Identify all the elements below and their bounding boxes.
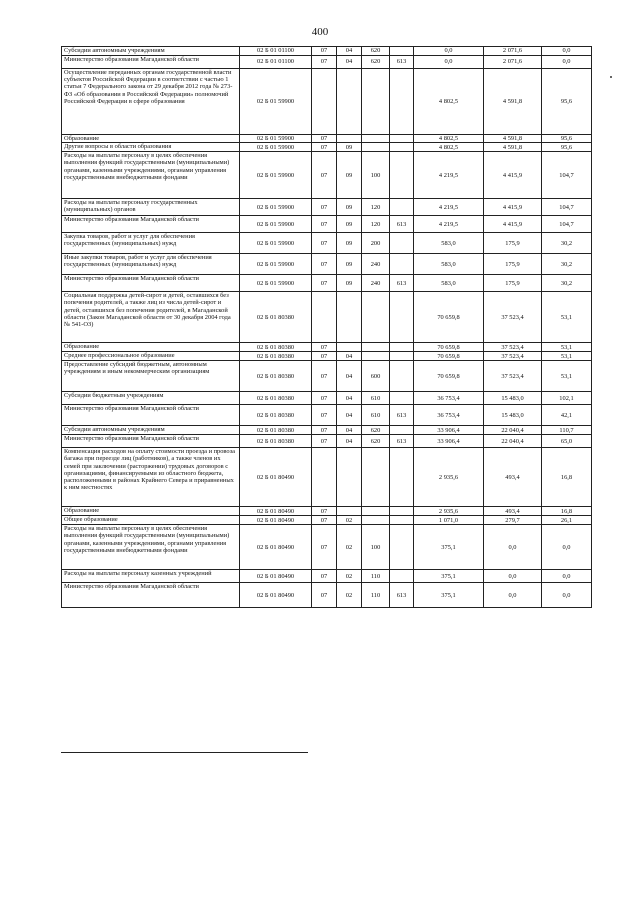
cell-target-code: 02 Б 01 59900	[240, 216, 312, 233]
cell-subsection	[337, 135, 362, 143]
table-row	[62, 216, 592, 233]
cell-administrator	[390, 233, 414, 254]
cell-subsection: 04	[337, 435, 362, 448]
cell-plan-amount: 375,1	[414, 525, 484, 570]
cell-name: Министерство образования Магаданской области	[62, 275, 240, 292]
cell-administrator	[390, 143, 414, 152]
cell-percent: 30,2	[542, 275, 592, 292]
cell-subsection: 02	[337, 525, 362, 570]
cell-plan-amount: 4 802,5	[414, 143, 484, 152]
cell-name: Расходы на выплаты персоналу казенных учреждений	[62, 570, 240, 583]
cell-name: Министерство образования Магаданской области	[62, 405, 240, 426]
cell-actual-amount: 175,9	[484, 254, 542, 275]
cell-percent: 95,6	[542, 69, 592, 135]
cell-plan-amount: 583,0	[414, 233, 484, 254]
cell-section: 07	[312, 405, 337, 426]
cell-section: 07	[312, 199, 337, 216]
table-row	[62, 516, 592, 525]
table-row	[62, 583, 592, 608]
cell-target-code: 02 Б 01 59900	[240, 143, 312, 152]
cell-target-code: 02 Б 01 80380	[240, 435, 312, 448]
cell-percent: 16,8	[542, 507, 592, 516]
cell-percent: 0,0	[542, 56, 592, 69]
cell-percent: 95,6	[542, 143, 592, 152]
cell-target-code: 02 Б 01 80380	[240, 426, 312, 435]
cell-percent: 53,1	[542, 292, 592, 343]
table-row	[62, 570, 592, 583]
cell-subsection: 04	[337, 47, 362, 56]
cell-administrator	[390, 352, 414, 361]
table-row	[62, 435, 592, 448]
cell-expense-type: 610	[362, 405, 390, 426]
cell-name: Образование	[62, 135, 240, 143]
cell-expense-type: 620	[362, 56, 390, 69]
cell-subsection: 09	[337, 275, 362, 292]
cell-actual-amount: 493,4	[484, 448, 542, 507]
cell-expense-type: 120	[362, 216, 390, 233]
cell-expense-type	[362, 516, 390, 525]
cell-actual-amount: 15 483,0	[484, 405, 542, 426]
cell-section: 07	[312, 507, 337, 516]
cell-expense-type	[362, 352, 390, 361]
cell-section: 07	[312, 233, 337, 254]
cell-expense-type: 610	[362, 392, 390, 405]
cell-plan-amount: 70 659,8	[414, 352, 484, 361]
cell-subsection: 09	[337, 233, 362, 254]
cell-percent: 104,7	[542, 216, 592, 233]
table-row	[62, 135, 592, 143]
table-row	[62, 292, 592, 343]
cell-percent: 104,7	[542, 199, 592, 216]
cell-section: 07	[312, 426, 337, 435]
cell-section: 07	[312, 47, 337, 56]
cell-target-code: 02 Б 01 80490	[240, 583, 312, 608]
cell-expense-type: 110	[362, 583, 390, 608]
cell-section: 07	[312, 216, 337, 233]
table-row	[62, 233, 592, 254]
cell-administrator	[390, 47, 414, 56]
cell-administrator	[390, 361, 414, 392]
cell-plan-amount: 36 753,4	[414, 392, 484, 405]
table-row	[62, 405, 592, 426]
cell-target-code: 02 Б 01 01100	[240, 56, 312, 69]
table-row	[62, 254, 592, 275]
cell-subsection: 04	[337, 352, 362, 361]
cell-percent: 30,2	[542, 233, 592, 254]
cell-plan-amount: 4 219,5	[414, 216, 484, 233]
budget-table	[61, 46, 592, 608]
cell-actual-amount: 15 483,0	[484, 392, 542, 405]
cell-subsection: 09	[337, 152, 362, 199]
cell-plan-amount: 375,1	[414, 583, 484, 608]
cell-section: 07	[312, 583, 337, 608]
table-row	[62, 56, 592, 69]
table-row	[62, 199, 592, 216]
cell-target-code: 02 Б 01 59900	[240, 152, 312, 199]
cell-plan-amount: 2 935,6	[414, 448, 484, 507]
cell-plan-amount: 375,1	[414, 570, 484, 583]
cell-administrator	[390, 426, 414, 435]
cell-target-code: 02 Б 01 80490	[240, 507, 312, 516]
cell-section: 07	[312, 570, 337, 583]
scan-speck	[610, 76, 612, 78]
cell-name: Компенсация расходов на оплату стоимости проезда и провоза багажа при переезде лиц (работников), а также членов их семей при заключении (расторжении) трудовых договоров с организациями, финансируемыми из областного бюджета, расположенными в районах Крайнего Севера и приравненных к ним местностях	[62, 448, 240, 507]
cell-target-code: 02 Б 01 59900	[240, 275, 312, 292]
table-row	[62, 143, 592, 152]
table-row	[62, 361, 592, 392]
cell-plan-amount: 2 935,6	[414, 507, 484, 516]
cell-name: Министерство образования Магаданской области	[62, 216, 240, 233]
cell-name: Общее образование	[62, 516, 240, 525]
cell-administrator	[390, 516, 414, 525]
cell-percent: 53,1	[542, 343, 592, 352]
cell-subsection: 04	[337, 426, 362, 435]
cell-percent: 0,0	[542, 525, 592, 570]
cell-percent: 53,1	[542, 361, 592, 392]
cell-expense-type: 240	[362, 275, 390, 292]
cell-plan-amount: 4 802,5	[414, 69, 484, 135]
cell-actual-amount: 4 415,9	[484, 199, 542, 216]
cell-actual-amount: 2 071,6	[484, 47, 542, 56]
cell-administrator: 613	[390, 435, 414, 448]
cell-section: 07	[312, 516, 337, 525]
cell-section: 07	[312, 275, 337, 292]
cell-name: Министерство образования Магаданской области	[62, 435, 240, 448]
cell-percent: 16,8	[542, 448, 592, 507]
cell-name: Субсидии автономным учреждениям	[62, 426, 240, 435]
table-row	[62, 448, 592, 507]
cell-subsection	[337, 69, 362, 135]
cell-subsection: 04	[337, 392, 362, 405]
cell-target-code: 02 Б 01 59900	[240, 135, 312, 143]
cell-actual-amount: 0,0	[484, 525, 542, 570]
table-row	[62, 47, 592, 56]
cell-administrator: 613	[390, 405, 414, 426]
table-row	[62, 352, 592, 361]
cell-subsection: 02	[337, 583, 362, 608]
cell-percent: 0,0	[542, 570, 592, 583]
table-body	[62, 47, 592, 608]
cell-percent: 0,0	[542, 47, 592, 56]
cell-subsection	[337, 448, 362, 507]
table-row	[62, 69, 592, 135]
cell-expense-type	[362, 507, 390, 516]
cell-subsection	[337, 292, 362, 343]
cell-actual-amount: 4 591,8	[484, 69, 542, 135]
cell-target-code: 02 Б 01 80490	[240, 516, 312, 525]
cell-administrator	[390, 135, 414, 143]
cell-plan-amount: 4 219,5	[414, 199, 484, 216]
cell-name: Закупка товаров, работ и услуг для обеспечения государственных (муниципальных) нужд	[62, 233, 240, 254]
cell-administrator	[390, 570, 414, 583]
cell-percent: 65,0	[542, 435, 592, 448]
cell-percent: 26,1	[542, 516, 592, 525]
cell-actual-amount: 4 591,8	[484, 143, 542, 152]
cell-expense-type: 620	[362, 435, 390, 448]
cell-expense-type: 620	[362, 47, 390, 56]
cell-percent: 0,0	[542, 583, 592, 608]
cell-actual-amount: 4 415,9	[484, 152, 542, 199]
cell-expense-type	[362, 343, 390, 352]
cell-expense-type	[362, 448, 390, 507]
cell-name: Образование	[62, 507, 240, 516]
table-row	[62, 152, 592, 199]
table-row	[62, 426, 592, 435]
cell-section: 07	[312, 352, 337, 361]
cell-plan-amount: 583,0	[414, 275, 484, 292]
cell-target-code: 02 Б 01 59900	[240, 233, 312, 254]
cell-target-code: 02 Б 01 80380	[240, 292, 312, 343]
cell-target-code: 02 Б 01 59900	[240, 254, 312, 275]
cell-administrator	[390, 152, 414, 199]
cell-subsection: 09	[337, 216, 362, 233]
cell-subsection: 04	[337, 56, 362, 69]
cell-administrator: 613	[390, 56, 414, 69]
cell-administrator	[390, 69, 414, 135]
cell-expense-type	[362, 292, 390, 343]
cell-administrator	[390, 254, 414, 275]
cell-plan-amount: 0,0	[414, 56, 484, 69]
cell-actual-amount: 37 523,4	[484, 361, 542, 392]
table-row	[62, 507, 592, 516]
cell-target-code: 02 Б 01 80380	[240, 343, 312, 352]
cell-plan-amount: 583,0	[414, 254, 484, 275]
cell-percent: 30,2	[542, 254, 592, 275]
cell-section: 07	[312, 392, 337, 405]
cell-section: 07	[312, 343, 337, 352]
cell-target-code: 02 Б 01 80380	[240, 361, 312, 392]
cell-actual-amount: 175,9	[484, 233, 542, 254]
cell-section: 07	[312, 143, 337, 152]
cell-name: Субсидии бюджетным учреждениям	[62, 392, 240, 405]
cell-administrator: 613	[390, 216, 414, 233]
cell-expense-type: 100	[362, 525, 390, 570]
cell-percent: 110,7	[542, 426, 592, 435]
cell-percent: 95,6	[542, 135, 592, 143]
table-row	[62, 275, 592, 292]
cell-percent: 42,1	[542, 405, 592, 426]
cell-plan-amount: 70 659,8	[414, 361, 484, 392]
cell-expense-type: 100	[362, 152, 390, 199]
cell-section: 07	[312, 525, 337, 570]
cell-subsection: 02	[337, 516, 362, 525]
cell-section: 07	[312, 56, 337, 69]
cell-plan-amount: 70 659,8	[414, 292, 484, 343]
cell-administrator: 613	[390, 275, 414, 292]
table-row	[62, 525, 592, 570]
cell-target-code: 02 Б 01 80490	[240, 570, 312, 583]
cell-actual-amount: 279,7	[484, 516, 542, 525]
cell-subsection: 09	[337, 199, 362, 216]
cell-actual-amount: 22 040,4	[484, 435, 542, 448]
cell-section: 07	[312, 361, 337, 392]
cell-expense-type: 110	[362, 570, 390, 583]
cell-name: Иные закупки товаров, работ и услуг для обеспечения государственных (муниципальных) нужд	[62, 254, 240, 275]
cell-expense-type: 200	[362, 233, 390, 254]
cell-target-code: 02 Б 01 80490	[240, 525, 312, 570]
cell-target-code: 02 Б 01 80380	[240, 352, 312, 361]
cell-name: Субсидии автономным учреждениям	[62, 47, 240, 56]
cell-subsection: 02	[337, 570, 362, 583]
table-row	[62, 343, 592, 352]
cell-target-code: 02 Б 01 80380	[240, 392, 312, 405]
cell-name: Предоставление субсидий бюджетным, автономным учреждениям и иным некоммерческим организациям	[62, 361, 240, 392]
cell-actual-amount: 37 523,4	[484, 352, 542, 361]
cell-actual-amount: 4 591,8	[484, 135, 542, 143]
cell-name: Образование	[62, 343, 240, 352]
cell-section	[312, 448, 337, 507]
cell-actual-amount: 0,0	[484, 570, 542, 583]
cell-percent: 102,1	[542, 392, 592, 405]
cell-plan-amount: 4 802,5	[414, 135, 484, 143]
cell-actual-amount: 4 415,9	[484, 216, 542, 233]
cell-section: 07	[312, 254, 337, 275]
cell-section: 07	[312, 435, 337, 448]
page-number: 400	[311, 26, 329, 38]
cell-section: 07	[312, 135, 337, 143]
cell-target-code: 02 Б 01 80380	[240, 405, 312, 426]
cell-expense-type	[362, 69, 390, 135]
cell-expense-type	[362, 135, 390, 143]
cell-administrator: 613	[390, 583, 414, 608]
cell-subsection	[337, 507, 362, 516]
cell-name: Среднее профессиональное образование	[62, 352, 240, 361]
cell-administrator	[390, 343, 414, 352]
cell-target-code: 02 Б 01 59900	[240, 199, 312, 216]
cell-name: Министерство образования Магаданской области	[62, 56, 240, 69]
cell-percent: 53,1	[542, 352, 592, 361]
cell-plan-amount: 33 906,4	[414, 435, 484, 448]
cell-target-code: 02 Б 01 59900	[240, 69, 312, 135]
cell-actual-amount: 175,9	[484, 275, 542, 292]
table-row	[62, 392, 592, 405]
cell-expense-type: 620	[362, 426, 390, 435]
cell-target-code: 02 Б 01 80490	[240, 448, 312, 507]
cell-administrator	[390, 507, 414, 516]
cell-name: Расходы на выплаты персоналу в целях обеспечения выполнения функций государственными (муниципальными) органами, казенными учреждениями, органами управления государственными внебюджетными фондами	[62, 152, 240, 199]
cell-expense-type: 120	[362, 199, 390, 216]
cell-actual-amount: 22 040,4	[484, 426, 542, 435]
cell-expense-type	[362, 143, 390, 152]
cell-name: Социальная поддержка детей-сирот и детей, оставшихся без попечения родителей, а также лиц из числа детей-сирот и детей, оставшихся без попечения родителей, в Магаданской области (Закон Магаданской области от 30 декабря 2004 года № 541-ОЗ)	[62, 292, 240, 343]
cell-subsection: 04	[337, 361, 362, 392]
cell-section	[312, 69, 337, 135]
cell-plan-amount: 1 071,0	[414, 516, 484, 525]
cell-section: 07	[312, 152, 337, 199]
cell-administrator	[390, 392, 414, 405]
cell-target-code: 02 Б 01 01100	[240, 47, 312, 56]
cell-name: Другие вопросы в области образования	[62, 143, 240, 152]
cell-name: Осуществление переданных органам государственной власти субъектов Российской Федерации в соответствии с частью 1 статьи 7 Федерального закона от 29 декабря 2012 года № 273-ФЗ «Об образовании в Российской Федерации» полномочий Российской Федерации в сфере образования	[62, 69, 240, 135]
cell-subsection: 04	[337, 405, 362, 426]
cell-subsection	[337, 343, 362, 352]
cell-subsection: 09	[337, 143, 362, 152]
cell-plan-amount: 33 906,4	[414, 426, 484, 435]
cell-subsection: 09	[337, 254, 362, 275]
footer-line	[61, 752, 308, 753]
cell-actual-amount: 37 523,4	[484, 292, 542, 343]
cell-plan-amount: 36 753,4	[414, 405, 484, 426]
cell-plan-amount: 70 659,8	[414, 343, 484, 352]
cell-name: Расходы на выплаты персоналу государственных (муниципальных) органов	[62, 199, 240, 216]
cell-actual-amount: 0,0	[484, 583, 542, 608]
cell-percent: 104,7	[542, 152, 592, 199]
cell-expense-type: 600	[362, 361, 390, 392]
cell-actual-amount: 2 071,6	[484, 56, 542, 69]
cell-plan-amount: 4 219,5	[414, 152, 484, 199]
cell-administrator	[390, 292, 414, 343]
cell-name: Министерство образования Магаданской области	[62, 583, 240, 608]
cell-plan-amount: 0,0	[414, 47, 484, 56]
cell-expense-type: 240	[362, 254, 390, 275]
cell-administrator	[390, 448, 414, 507]
cell-administrator	[390, 525, 414, 570]
cell-name: Расходы на выплаты персоналу в целях обеспечения выполнения функций государственными (муниципальными) органами, казенными учреждениями, органами управления государственными внебюджетными фондами	[62, 525, 240, 570]
cell-administrator	[390, 199, 414, 216]
cell-actual-amount: 493,4	[484, 507, 542, 516]
cell-actual-amount: 37 523,4	[484, 343, 542, 352]
cell-section	[312, 292, 337, 343]
